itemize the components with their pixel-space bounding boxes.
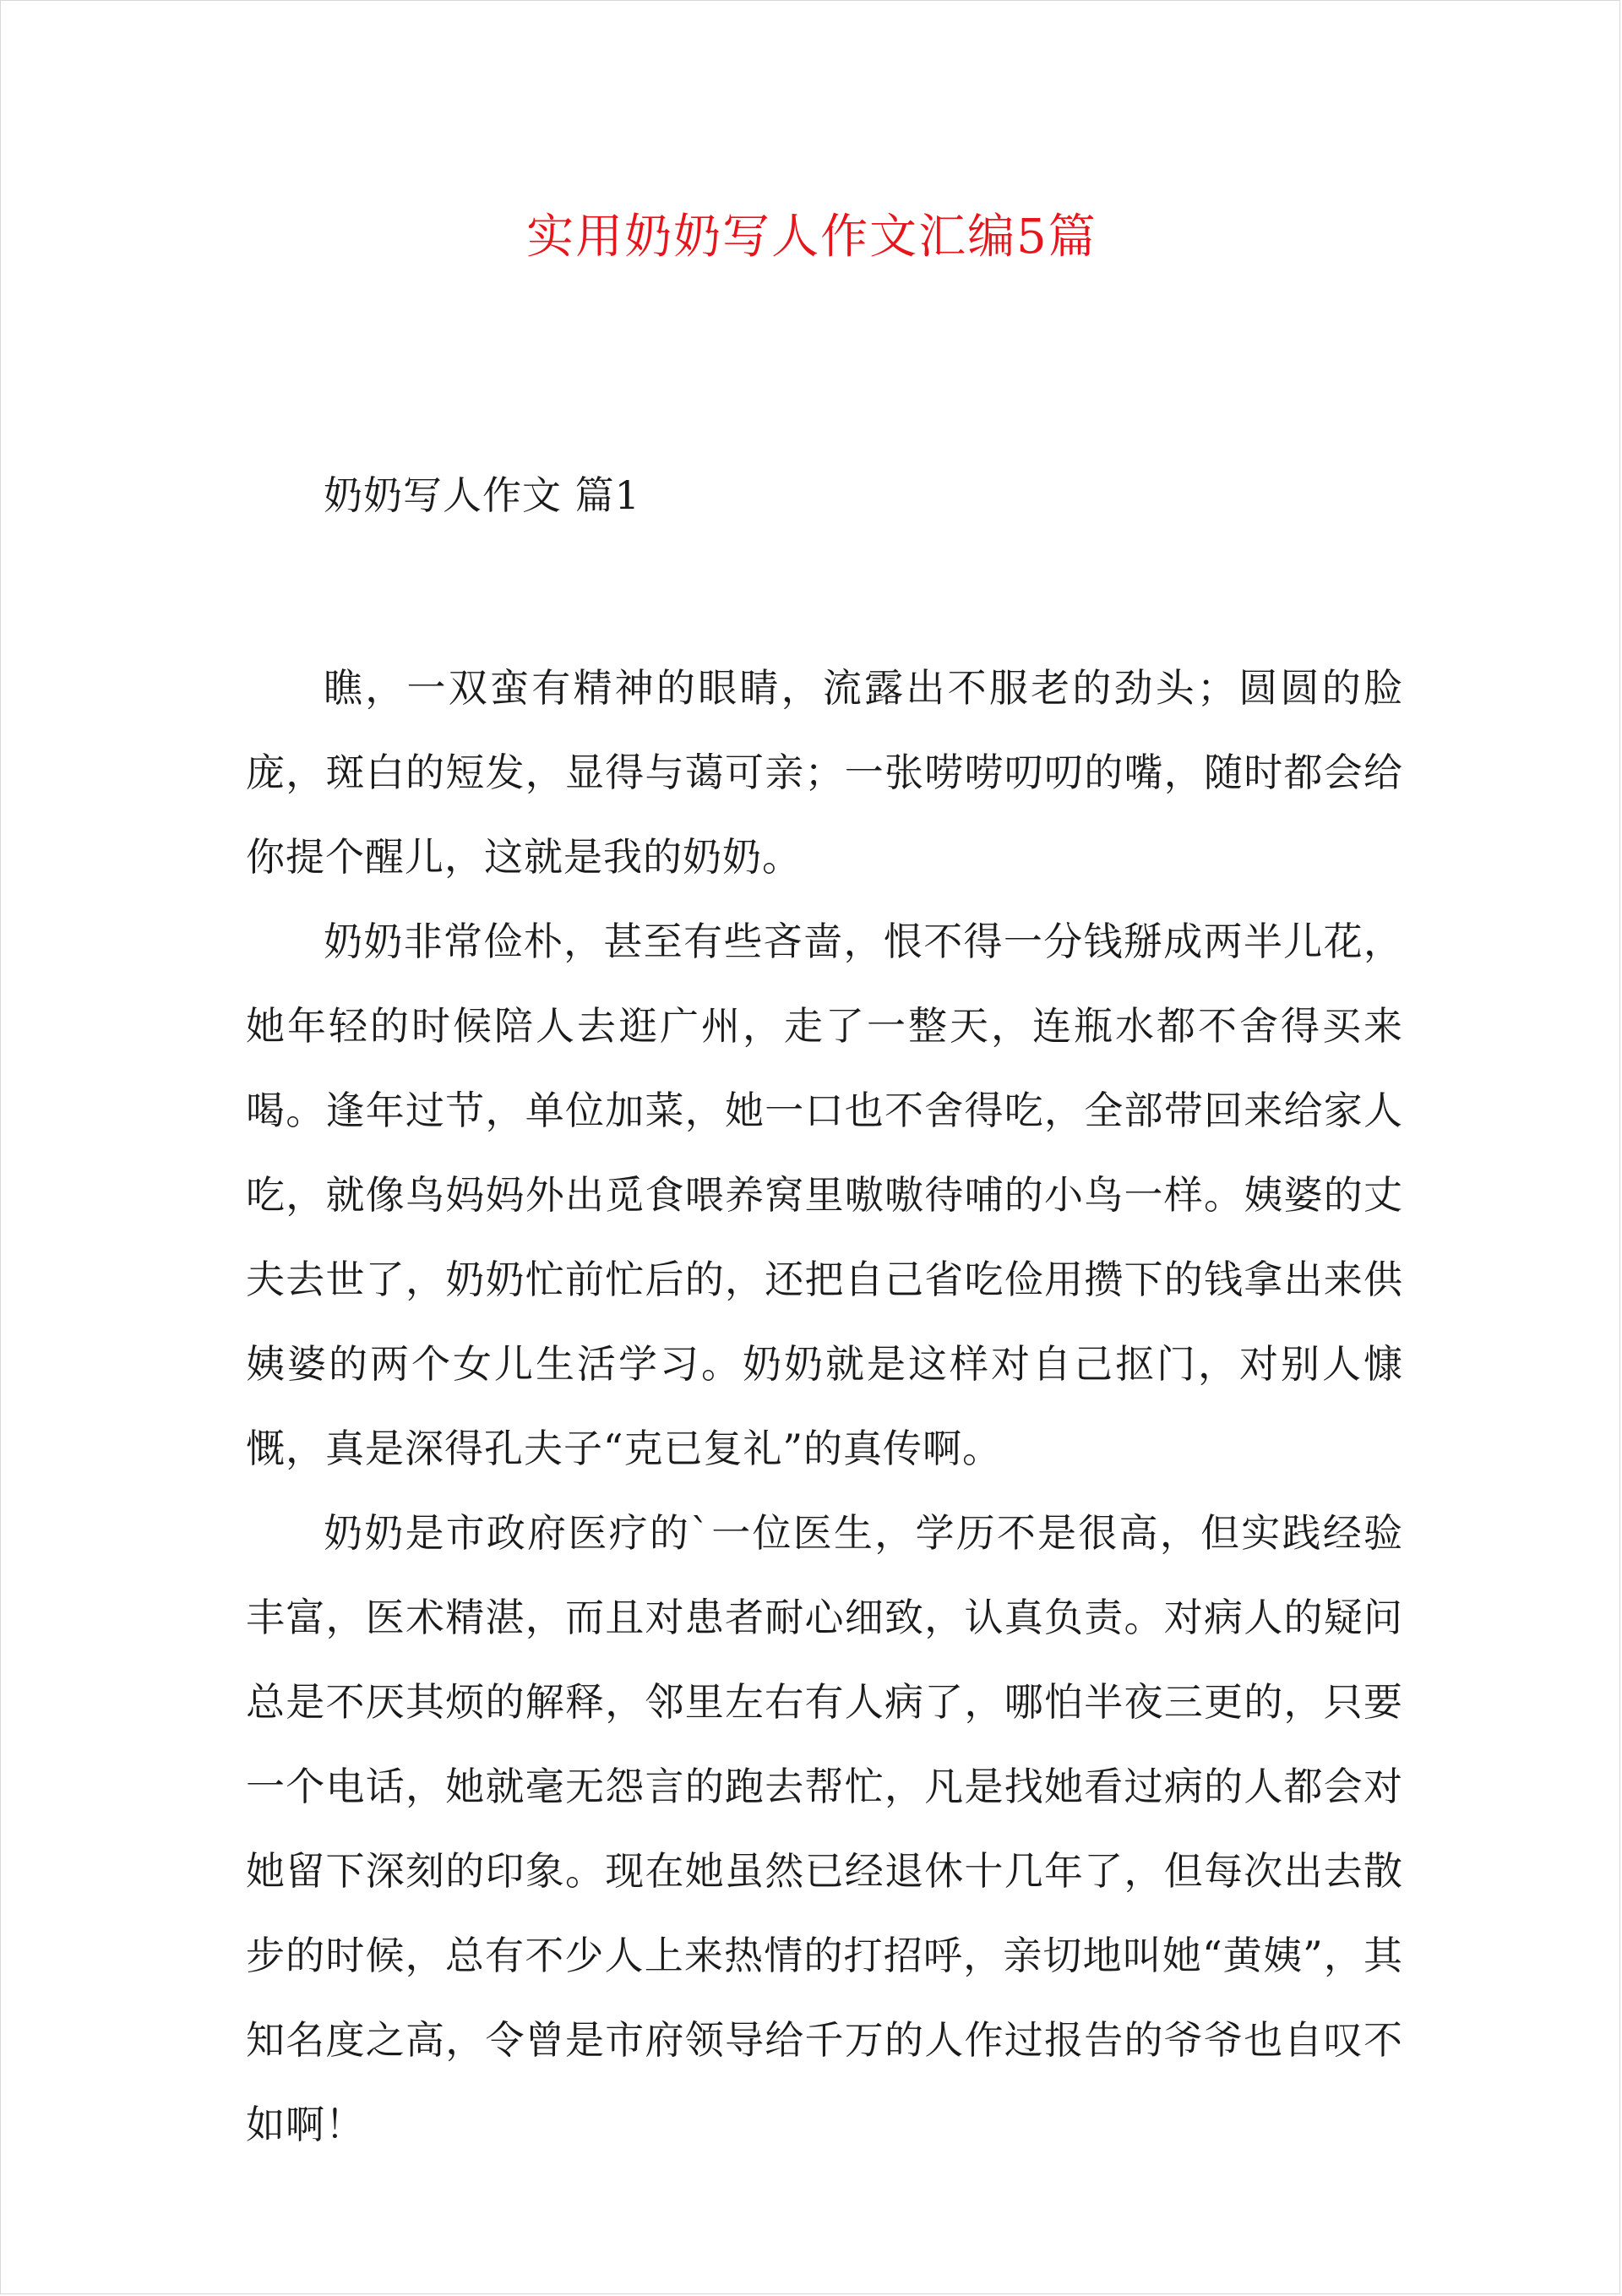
document-body [246, 461, 1403, 2167]
paragraph: 奶奶是市政府医疗的`一位医生，学历不是很高，但实践经验丰富，医术精湛，而且对患者耐心细致，认真负责。对病人的疑问总是不厌其烦的解释，邻里左右有人病了，哪怕半夜三更的，只要一个电话，她就毫无怨言的跑去帮忙，凡是找她看过病的人都会对她留下深刻的印象。现在她虽然已经退休十几年了，但每次出去散步的时候，总有不少人上来热情的打招呼，亲切地叫她“黄姨”，其知名度之高，令曾是市府领导给千万的人作过报告的爷爷也自叹不如啊！ [246, 1510, 1403, 2147]
paragraph: 瞧，一双蛮有精神的眼睛，流露出不服老的劲头；圆圆的脸庞，斑白的短发，显得与蔼可亲；一张唠唠叨叨的嘴，随时都会给你提个醒儿，这就是我的奶奶。 [246, 665, 1403, 880]
document-title: 实用奶奶写人作文汇编5篇 [526, 210, 1097, 265]
paragraph: 奶奶非常俭朴，甚至有些吝啬，恨不得一分钱掰成两半儿花，她年轻的时候陪人去逛广州，走了一整天，连瓶水都不舍得买来喝。逢年过节，单位加菜，她一口也不舍得吃，全部带回来给家人吃，就像鸟妈妈外出觅食喂养窝里嗷嗷待哺的小鸟一样。姨婆的丈夫去世了，奶奶忙前忙后的，还把自己省吃俭用攒下的钱拿出来供姨婆的两个女儿生活学习。奶奶就是这样对自己抠门，对别人慷慨，真是深得孔夫子“克已复礼”的真传啊。 [246, 919, 1403, 1471]
section-heading: 奶奶写人作文 篇1 [324, 472, 640, 518]
paragraph-list [246, 646, 1403, 2167]
